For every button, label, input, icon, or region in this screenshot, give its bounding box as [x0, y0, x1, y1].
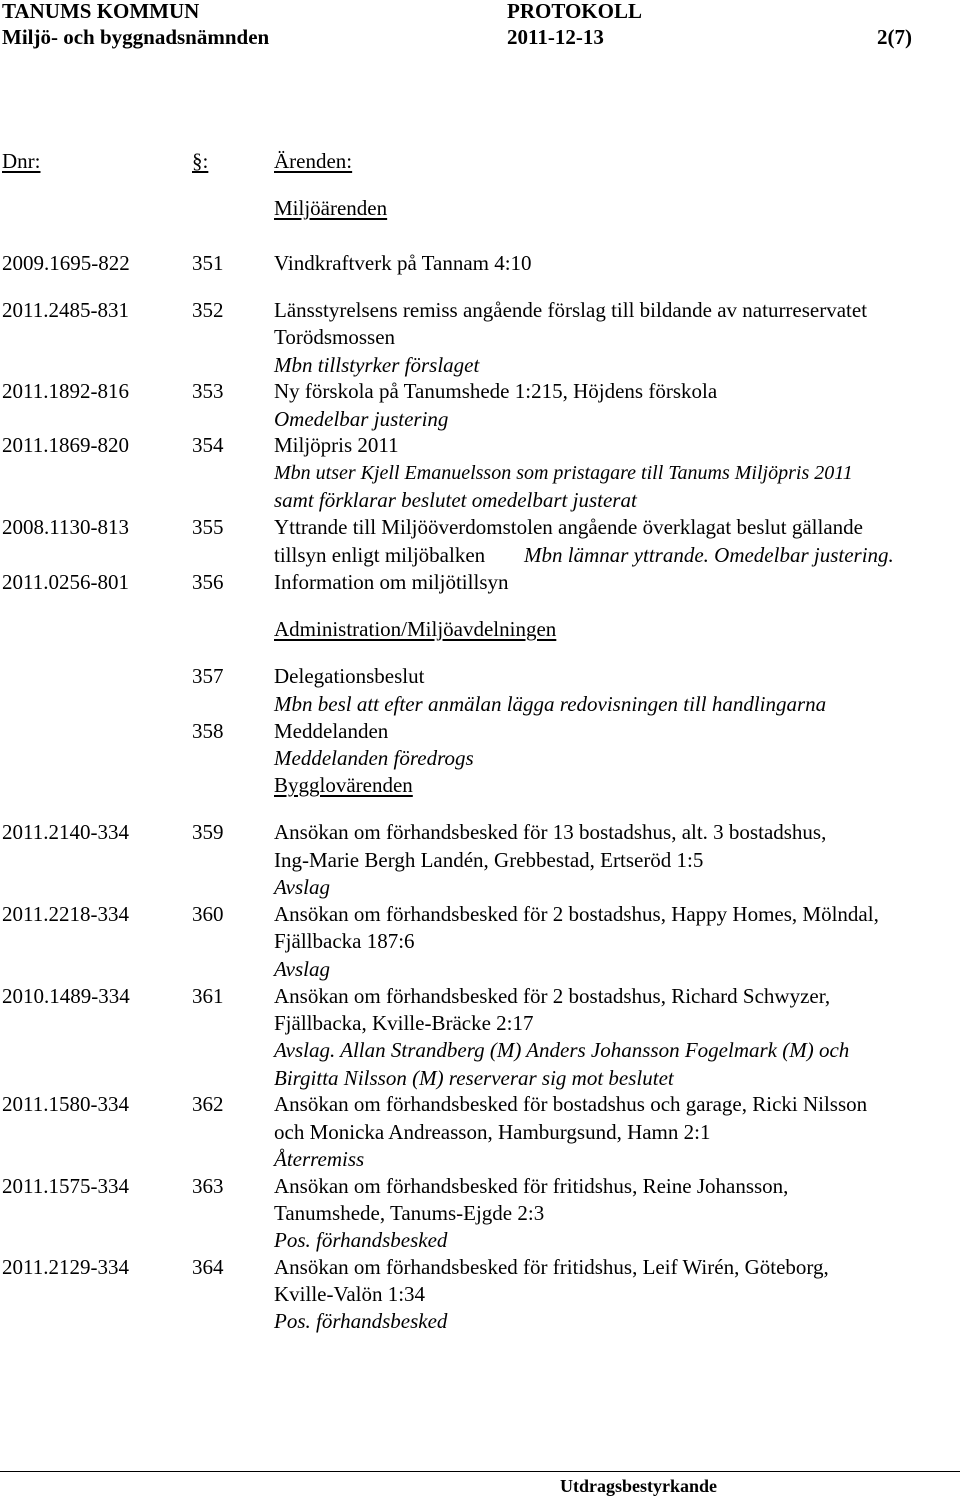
item-decision: Pos. förhandsbesked	[274, 1228, 448, 1252]
item-decision-cont: Birgitta Nilsson (M) reserverar sig mot beslutet	[274, 1066, 674, 1090]
item-number: 353	[192, 379, 224, 403]
item-dnr: 2011.2129-334	[2, 1255, 129, 1279]
item-title: Ansökan om förhandsbesked för 2 bostadshus, Happy Homes, Mölndal,	[274, 902, 879, 926]
item-decision: Mbn utser Kjell Emanuelsson som pristagare till Tanums Miljöpris 2011	[274, 462, 853, 484]
item-title-cont: Fjällbacka 187:6	[274, 929, 415, 953]
column-arenden: Ärenden:	[274, 149, 353, 173]
org-name: TANUMS KOMMUN	[2, 0, 200, 23]
item-number: 357	[192, 664, 224, 688]
section-heading-miljo: Miljöärenden	[274, 196, 388, 220]
item-dnr: 2011.2485-831	[2, 298, 129, 322]
item-title: Miljöpris 2011	[274, 433, 399, 457]
footer-utdragsbestyrkande: Utdragsbestyrkande	[560, 1476, 718, 1496]
item-number: 360	[192, 902, 224, 926]
item-title: Information om miljötillsyn	[274, 570, 509, 594]
item-number: 354	[192, 433, 224, 457]
item-decision-cont: samt förklarar beslutet omedelbart justerat	[274, 488, 637, 512]
page-number: 2(7)	[877, 25, 912, 49]
item-dnr: 2010.1489-334	[2, 984, 130, 1008]
item-decision: Pos. förhandsbesked	[274, 1309, 448, 1333]
item-title: Länsstyrelsens remiss angående förslag till bildande av naturreservatet	[274, 298, 868, 322]
item-title: Ansökan om förhandsbesked för bostadshus och garage, Ricki Nilsson	[274, 1092, 868, 1116]
item-dnr: 2011.2140-334	[2, 820, 129, 844]
item-title: Ansökan om förhandsbesked för 13 bostadshus, alt. 3 bostadshus,	[274, 820, 827, 844]
item-title: Ansökan om förhandsbesked för 2 bostadshus, Richard Schwyzer,	[274, 984, 831, 1008]
item-title: Ansökan om förhandsbesked för fritidshus, Leif Wirén, Göteborg,	[274, 1255, 829, 1279]
item-title: Vindkraftverk på Tannam 4:10	[274, 251, 532, 275]
item-decision: Återremiss	[274, 1147, 365, 1171]
item-dnr: 2009.1695-822	[2, 251, 130, 275]
item-number: 364	[192, 1255, 224, 1279]
item-dnr: 2011.0256-801	[2, 570, 129, 594]
item-decision: Avslag	[274, 957, 330, 981]
item-title-cont: och Monicka Andreasson, Hamburgsund, Hamn 2:1	[274, 1120, 711, 1144]
item-decision: Meddelanden föredrogs	[274, 746, 474, 770]
item-number: 355	[192, 515, 224, 539]
item-number: 361	[192, 984, 224, 1008]
meeting-date: 2011-12-13	[507, 25, 604, 49]
item-title: Yttrande till Miljööverdomstolen angående överklagat beslut gällande	[274, 515, 863, 539]
item-dnr: 2011.1869-820	[2, 433, 129, 457]
item-title-cont: Tanumshede, Tanums-Ejgde 2:3	[274, 1201, 545, 1225]
item-dnr: 2008.1130-813	[2, 515, 129, 539]
item-number: 358	[192, 719, 224, 743]
column-dnr: Dnr:	[2, 149, 41, 173]
section-heading-bygglov: Bygglovärenden	[274, 773, 413, 797]
item-decision: Avslag	[274, 875, 330, 899]
item-title: Ansökan om förhandsbesked för fritidshus, Reine Johansson,	[274, 1174, 789, 1198]
footer-divider	[0, 1471, 960, 1472]
item-title: Delegationsbeslut	[274, 664, 425, 688]
item-title: Meddelanden	[274, 719, 389, 743]
item-title: Ny förskola på Tanumshede 1:215, Höjdens förskola	[274, 379, 718, 403]
item-number: 362	[192, 1092, 224, 1116]
doc-type: PROTOKOLL	[507, 0, 642, 23]
item-number: 356	[192, 570, 224, 594]
committee-name: Miljö- och byggnadsnämnden	[2, 25, 270, 49]
item-title-cont: Ing-Marie Bergh Landén, Grebbestad, Ertseröd 1:5	[274, 848, 704, 872]
item-title-cont: tillsyn enligt miljöbalken	[274, 543, 486, 567]
item-dnr: 2011.1892-816	[2, 379, 129, 403]
section-heading-admin: Administration/Miljöavdelningen	[274, 617, 557, 641]
item-number: 363	[192, 1174, 224, 1198]
item-dnr: 2011.1575-334	[2, 1174, 129, 1198]
item-decision: Mbn tillstyrker förslaget	[274, 353, 480, 377]
item-decision: Mbn besl att efter anmälan lägga redovisningen till handlingarna	[274, 692, 827, 716]
item-title-cont: Kville-Valön 1:34	[274, 1282, 426, 1306]
item-dnr: 2011.2218-334	[2, 902, 129, 926]
item-number: 359	[192, 820, 224, 844]
item-decision: Omedelbar justering	[274, 407, 449, 431]
item-title-cont: Torödsmossen	[274, 325, 396, 349]
item-dnr: 2011.1580-334	[2, 1092, 129, 1116]
item-number: 351	[192, 251, 224, 275]
item-decision: Mbn lämnar yttrande. Omedelbar justering.	[524, 543, 894, 567]
item-decision: Avslag. Allan Strandberg (M) Anders Johansson Fogelmark (M) och	[274, 1038, 850, 1062]
item-number: 352	[192, 298, 224, 322]
item-title-cont: Fjällbacka, Kville-Bräcke 2:17	[274, 1011, 534, 1035]
column-paragraph: §:	[192, 149, 209, 173]
